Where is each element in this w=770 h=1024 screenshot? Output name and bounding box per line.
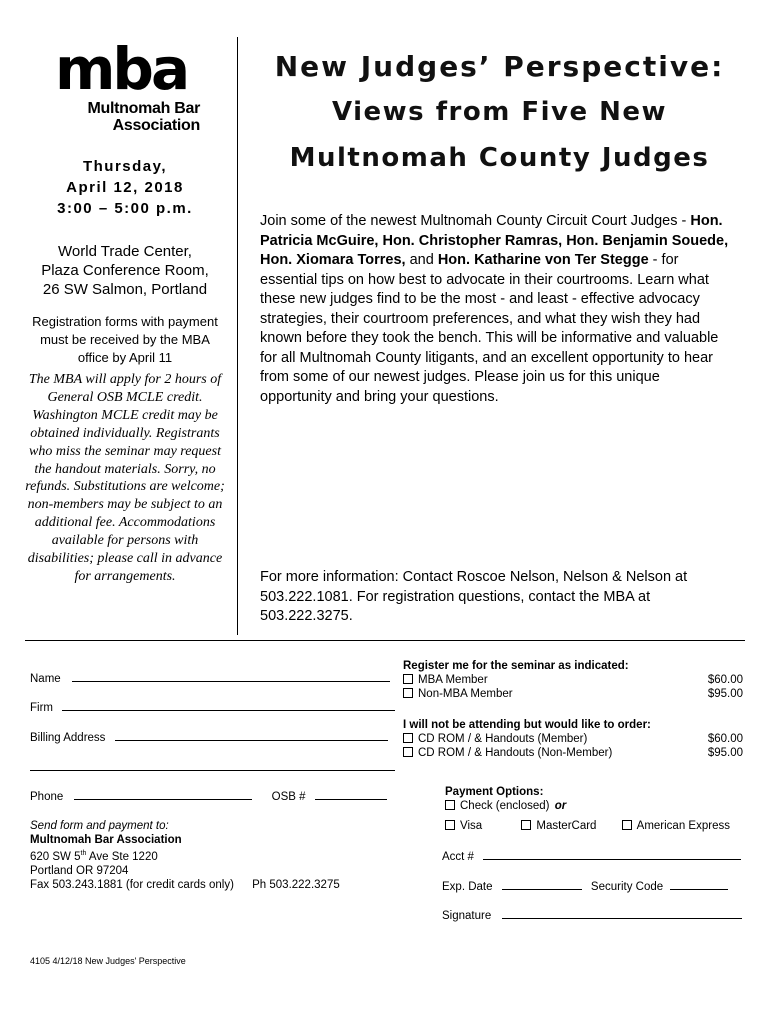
logo-mark: mba xyxy=(55,35,188,103)
event-day: Thursday, xyxy=(82,158,168,175)
osb-label: OSB # xyxy=(271,791,306,803)
checkbox-amex[interactable] xyxy=(622,820,632,830)
address-line1: 620 SW 5th Ave Ste 1220 xyxy=(30,850,158,863)
venue-line2: Plaza Conference Room, xyxy=(41,262,209,279)
judges-list-a: Hon. Patricia McGuire, Hon. Christopher Ramras, Hon. Benjamin Souede, Hon. Xiomara Torres, xyxy=(260,213,729,268)
checkbox-mastercard[interactable] xyxy=(521,820,531,830)
signature-field[interactable] xyxy=(502,908,742,919)
osb-field[interactable] xyxy=(315,789,387,800)
price-nonmember: $95.00 xyxy=(707,688,743,700)
signature-label: Signature xyxy=(442,910,492,922)
order-options xyxy=(403,718,743,760)
name-label: Name xyxy=(30,673,61,685)
contact-info: For more information: Contact Roscoe Nelson, Nelson & Nelson at 503.222.1081. For registration questions, contact the MBA at 503.222.3275. xyxy=(260,569,688,624)
exp-label: Exp. Date xyxy=(442,881,493,893)
phone-label: Phone xyxy=(30,791,64,803)
acct-label: Acct # xyxy=(442,851,474,863)
phone-number: Ph 503.222.3275 xyxy=(252,878,340,891)
price-cd-member: $60.00 xyxy=(707,733,743,745)
option-cd-nonmember[interactable]: CD ROM / & Handouts (Non-Member) $95.00 xyxy=(403,746,743,760)
price-cd-nonmember: $95.00 xyxy=(707,747,743,759)
option-nonmember[interactable]: Non-MBA Member $95.00 xyxy=(403,687,743,701)
mba-logo xyxy=(55,35,205,134)
billing-label: Billing Address xyxy=(30,732,106,744)
seminar-description xyxy=(260,212,735,407)
mailing-info xyxy=(30,819,400,892)
name-row xyxy=(30,671,400,686)
event-date: April 12, 2018 xyxy=(66,179,184,196)
exp-row xyxy=(442,879,747,894)
checkbox-nonmember[interactable] xyxy=(403,688,413,698)
payment-heading: Payment Options: xyxy=(445,786,544,798)
acct-field[interactable] xyxy=(483,849,741,860)
venue-line1: World Trade Center, xyxy=(58,243,192,260)
registration-options xyxy=(403,659,743,701)
card-options xyxy=(445,819,745,833)
firm-field[interactable] xyxy=(62,700,395,711)
billing-field-2[interactable] xyxy=(30,760,395,771)
send-label: Send form and payment to: xyxy=(30,820,169,832)
event-date-time xyxy=(25,156,225,219)
vertical-divider xyxy=(237,37,238,635)
security-label: Security Code xyxy=(590,881,664,893)
fax-number: Fax 503.243.1881 (for credit cards only) xyxy=(30,878,234,891)
title-line2: Views from Five New xyxy=(331,97,668,127)
option-member[interactable]: MBA Member $60.00 xyxy=(403,673,743,687)
checkbox-check[interactable] xyxy=(445,800,455,810)
title-line3: Multnomah County Judges xyxy=(289,143,710,173)
name-field[interactable] xyxy=(72,671,390,682)
footer-code: 4105 4/12/18 New Judges' Perspective xyxy=(30,956,186,966)
fax-phone-line xyxy=(30,878,400,892)
registration-note: Registration forms with payment must be received by the MBA office by April 11 xyxy=(32,314,218,365)
venue-line3: 26 SW Salmon, Portland xyxy=(42,281,208,298)
mcle-note: The MBA will apply for 2 hours of General OSB MCLE credit. Washington MCLE credit may be obtained individually. Registrants who miss the seminar may request the handout materials. Sorry, no refunds. Substitutions are welcome; non-members may be subject to an additional fee. Accommodations available for persons with disabilities; please call in advance for arrangements. xyxy=(25,372,225,584)
exp-field[interactable] xyxy=(502,879,582,890)
body-and: and xyxy=(405,252,438,268)
body-rest: - for essential tips on how best to advocate in their courtrooms. Learn what these new judges find to be the most - and least - effective advocacy strategies, their courtroom preferences, and what they wish they had known before they took the bench. This will be informative and valuable for all Multnomah County litigants, and an excellent opportunity to hear from some of our newest judges. Please join us for this unique opportunity and bring your questions. xyxy=(260,252,719,405)
logo-org-line1: Multnomah Bar xyxy=(87,100,200,117)
body-intro: Join some of the newest Multnomah County Circuit Court Judges - xyxy=(260,213,687,229)
security-field[interactable] xyxy=(670,879,728,890)
checkbox-cd-nonmember[interactable] xyxy=(403,747,413,757)
send-org: Multnomah Bar Association xyxy=(30,834,182,846)
billing-row-2 xyxy=(30,760,400,775)
option-cd-member[interactable]: CD ROM / & Handouts (Member) $60.00 xyxy=(403,732,743,746)
option-check[interactable]: Check (enclosed) or xyxy=(445,799,745,813)
option-visa[interactable]: Visa xyxy=(445,820,482,832)
billing-row xyxy=(30,730,400,745)
acct-row xyxy=(442,849,747,864)
phone-row xyxy=(30,789,400,804)
or-label: or xyxy=(554,800,567,812)
firm-label: Firm xyxy=(30,702,53,714)
page-title xyxy=(252,45,747,181)
checkbox-visa[interactable] xyxy=(445,820,455,830)
payment-heading-block xyxy=(445,785,745,813)
register-heading: Register me for the seminar as indicated: xyxy=(403,660,629,672)
checkbox-member[interactable] xyxy=(403,674,413,684)
event-time: 3:00 – 5:00 p.m. xyxy=(57,200,193,217)
billing-field[interactable] xyxy=(115,730,388,741)
checkbox-cd-member[interactable] xyxy=(403,733,413,743)
firm-row xyxy=(30,700,400,715)
logo-org-line2: Association xyxy=(112,117,200,134)
judges-list-b: Hon. Katharine von Ter Stegge xyxy=(437,252,649,268)
signature-row xyxy=(442,908,747,923)
order-heading: I will not be attending but would like to order: xyxy=(403,719,651,731)
price-member: $60.00 xyxy=(707,674,743,686)
horizontal-divider xyxy=(25,640,745,641)
phone-field[interactable] xyxy=(74,789,252,800)
venue xyxy=(25,242,225,299)
option-amex[interactable]: American Express xyxy=(622,820,730,832)
option-mastercard[interactable]: MasterCard xyxy=(521,820,596,832)
address-line2: Portland OR 97204 xyxy=(30,864,129,877)
title-line1: New Judges’ Perspective: xyxy=(274,50,725,83)
